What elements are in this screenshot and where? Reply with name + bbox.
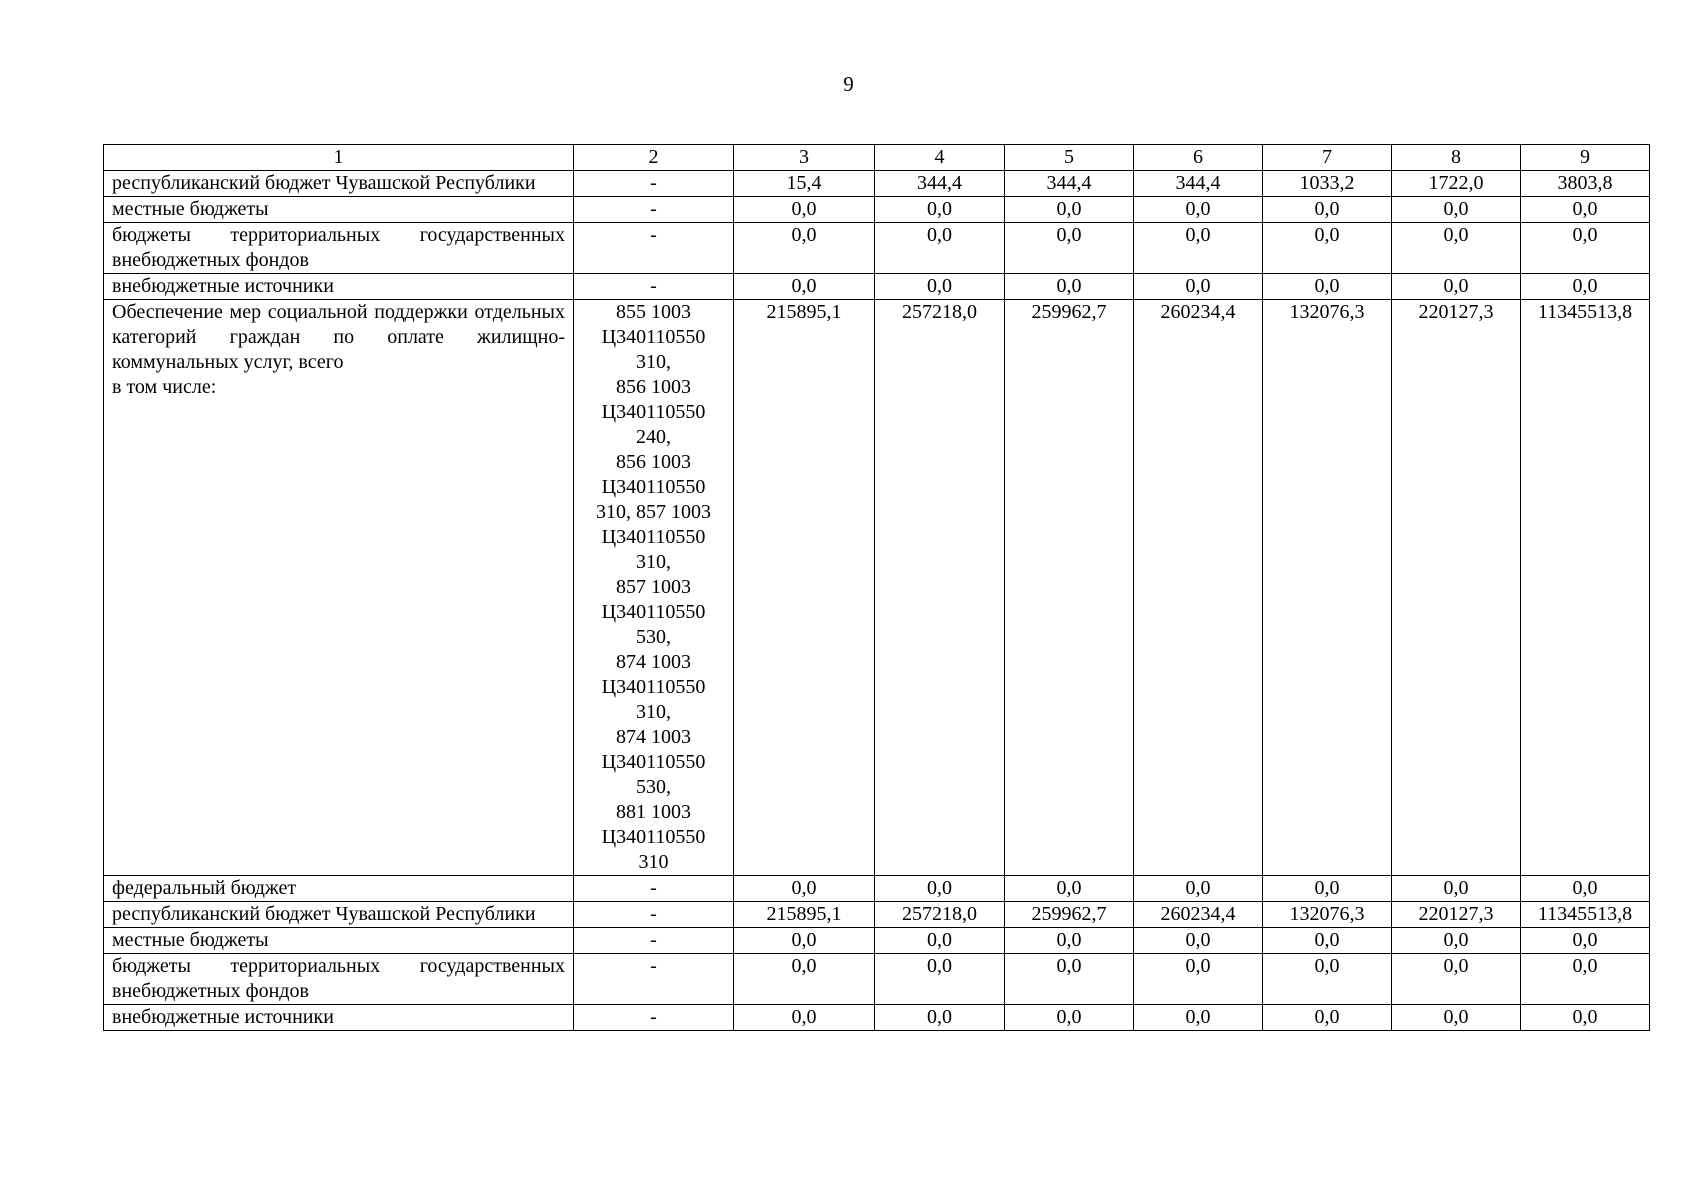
budget-code-line: - — [650, 224, 657, 246]
row-name: Обеспечение мер социальной поддержки отдельных категорий граждан по оплате жилищно-коммунальных услуг, всего — [112, 301, 565, 373]
value-cell: 0,0 — [734, 197, 875, 223]
value-cell: 257218,0 — [875, 902, 1005, 928]
value-cell: 344,4 — [875, 171, 1005, 197]
budget-code-cell — [574, 223, 734, 274]
row-name: федеральный бюджет — [112, 877, 297, 899]
budget-code-line: - — [650, 1006, 657, 1028]
value-cell: 11345513,8 — [1521, 902, 1650, 928]
page-number: 9 — [843, 72, 854, 96]
value-cell: 0,0 — [1134, 274, 1263, 300]
table-row — [104, 928, 1650, 954]
value-cell: 0,0 — [734, 954, 875, 1005]
value-cell: 0,0 — [1392, 1005, 1521, 1031]
value-cell: 215895,1 — [734, 300, 875, 876]
row-name: местные бюджеты — [112, 929, 269, 951]
budget-code-line: 310, — [636, 551, 671, 573]
value-cell: 0,0 — [1521, 876, 1650, 902]
table-row — [104, 223, 1650, 274]
value-cell: 0,0 — [1263, 876, 1392, 902]
budget-code-line: 310, 857 1003 — [596, 501, 711, 523]
row-name: бюджеты территориальных государственных внебюджетных фондов — [112, 224, 565, 271]
value-cell: 0,0 — [1521, 954, 1650, 1005]
budget-code-line: - — [650, 275, 657, 297]
value-cell: 0,0 — [1134, 928, 1263, 954]
row-name-cell — [104, 902, 574, 928]
table-row — [104, 902, 1650, 928]
table-row — [104, 300, 1650, 876]
value-cell: 0,0 — [1392, 197, 1521, 223]
value-cell: 3803,8 — [1521, 171, 1650, 197]
row-name: внебюджетные источники — [112, 275, 334, 297]
row-name: республиканский бюджет Чувашской Республики — [112, 903, 536, 925]
value-cell: 0,0 — [1005, 197, 1134, 223]
budget-code-line: - — [650, 198, 657, 220]
value-cell: 0,0 — [734, 223, 875, 274]
value-cell: 0,0 — [1134, 197, 1263, 223]
value-cell: 1033,2 — [1263, 171, 1392, 197]
value-cell: 259962,7 — [1005, 902, 1134, 928]
table-row — [104, 954, 1650, 1005]
value-cell: 0,0 — [1263, 954, 1392, 1005]
value-cell: 0,0 — [1005, 954, 1134, 1005]
budget-table — [103, 144, 1650, 1031]
budget-code-line: Ц340110550 — [601, 476, 706, 498]
row-name-cell — [104, 274, 574, 300]
budget-code-line: 855 1003 — [616, 301, 691, 323]
value-cell: 0,0 — [1521, 1005, 1650, 1031]
value-cell: 0,0 — [1005, 223, 1134, 274]
budget-code-line: - — [650, 955, 657, 977]
value-cell: 260234,4 — [1134, 902, 1263, 928]
row-name-cell — [104, 876, 574, 902]
row-name-cell — [104, 223, 574, 274]
value-cell: 0,0 — [734, 928, 875, 954]
budget-code-line: - — [650, 877, 657, 899]
table-row — [104, 1005, 1650, 1031]
value-cell: 15,4 — [734, 171, 875, 197]
value-cell: 0,0 — [1263, 223, 1392, 274]
value-cell: 0,0 — [1263, 1005, 1392, 1031]
budget-code-cell — [574, 197, 734, 223]
value-cell: 1722,0 — [1392, 171, 1521, 197]
budget-code-line: Ц340110550 — [601, 401, 706, 423]
column-header: 3 — [734, 145, 875, 171]
value-cell: 0,0 — [1521, 197, 1650, 223]
budget-code-line: 874 1003 — [616, 651, 691, 673]
row-name-cell — [104, 171, 574, 197]
column-header: 6 — [1134, 145, 1263, 171]
budget-code-line: Ц340110550 — [601, 676, 706, 698]
row-name-cell — [104, 300, 574, 876]
value-cell: 11345513,8 — [1521, 300, 1650, 876]
value-cell: 344,4 — [1005, 171, 1134, 197]
value-cell: 220127,3 — [1392, 902, 1521, 928]
budget-code-cell — [574, 171, 734, 197]
budget-code-cell — [574, 954, 734, 1005]
table-row — [104, 876, 1650, 902]
value-cell: 0,0 — [1392, 954, 1521, 1005]
column-header: 9 — [1521, 145, 1650, 171]
value-cell: 0,0 — [734, 876, 875, 902]
value-cell: 0,0 — [1521, 274, 1650, 300]
value-cell: 0,0 — [1392, 928, 1521, 954]
column-header: 1 — [104, 145, 574, 171]
budget-code-line: 881 1003 — [616, 801, 691, 823]
value-cell: 344,4 — [1134, 171, 1263, 197]
row-name-cell — [104, 1005, 574, 1031]
value-cell: 0,0 — [1521, 928, 1650, 954]
budget-code-line: - — [650, 172, 657, 194]
value-cell: 0,0 — [734, 1005, 875, 1031]
budget-code-line: 856 1003 — [616, 451, 691, 473]
value-cell: 0,0 — [1005, 274, 1134, 300]
value-cell: 0,0 — [875, 197, 1005, 223]
value-cell: 0,0 — [1263, 928, 1392, 954]
value-cell: 0,0 — [1392, 223, 1521, 274]
value-cell: 0,0 — [1392, 274, 1521, 300]
row-name: местные бюджеты — [112, 198, 269, 220]
budget-code-line: Ц340110550 — [601, 826, 706, 848]
value-cell: 259962,7 — [1005, 300, 1134, 876]
budget-code-line: Ц340110550 — [601, 751, 706, 773]
value-cell: 0,0 — [1263, 274, 1392, 300]
table-row — [104, 197, 1650, 223]
budget-code-line: 530, — [636, 776, 671, 798]
budget-code-cell — [574, 274, 734, 300]
column-header: 7 — [1263, 145, 1392, 171]
column-header: 8 — [1392, 145, 1521, 171]
value-cell: 0,0 — [1005, 928, 1134, 954]
value-cell: 0,0 — [1521, 223, 1650, 274]
header-row — [104, 145, 1650, 171]
value-cell: 0,0 — [1005, 1005, 1134, 1031]
budget-code-cell — [574, 876, 734, 902]
value-cell: 257218,0 — [875, 300, 1005, 876]
budget-code-line: 310, — [636, 701, 671, 723]
row-name-cell — [104, 197, 574, 223]
column-header: 2 — [574, 145, 734, 171]
table-row — [104, 274, 1650, 300]
value-cell: 0,0 — [1134, 1005, 1263, 1031]
table-body — [104, 145, 1650, 1031]
column-header: 4 — [875, 145, 1005, 171]
budget-code-line: - — [650, 903, 657, 925]
budget-code-line: Ц340110550 — [601, 326, 706, 348]
budget-code-line: Ц340110550 — [601, 526, 706, 548]
value-cell: 0,0 — [875, 876, 1005, 902]
budget-code-line: - — [650, 929, 657, 951]
budget-code-cell — [574, 928, 734, 954]
budget-code-line: 310 — [638, 851, 669, 873]
value-cell: 132076,3 — [1263, 300, 1392, 876]
value-cell: 0,0 — [1392, 876, 1521, 902]
value-cell: 215895,1 — [734, 902, 875, 928]
row-name-cell — [104, 928, 574, 954]
value-cell: 0,0 — [1134, 954, 1263, 1005]
budget-code-line: 530, — [636, 626, 671, 648]
value-cell: 220127,3 — [1392, 300, 1521, 876]
budget-code-line: Ц340110550 — [601, 601, 706, 623]
row-name: внебюджетные источники — [112, 1006, 334, 1028]
value-cell: 0,0 — [1134, 223, 1263, 274]
budget-code-line: 856 1003 — [616, 376, 691, 398]
budget-code-cell — [574, 902, 734, 928]
row-name-cell — [104, 954, 574, 1005]
budget-code-line: 874 1003 — [616, 726, 691, 748]
column-header: 5 — [1005, 145, 1134, 171]
value-cell: 0,0 — [875, 223, 1005, 274]
value-cell: 0,0 — [1263, 197, 1392, 223]
budget-code-line: 310, — [636, 351, 671, 373]
value-cell: 0,0 — [875, 928, 1005, 954]
row-name: бюджеты территориальных государственных внебюджетных фондов — [112, 955, 565, 1002]
value-cell: 0,0 — [1134, 876, 1263, 902]
value-cell: 0,0 — [1005, 876, 1134, 902]
budget-code-line: 857 1003 — [616, 576, 691, 598]
value-cell: 132076,3 — [1263, 902, 1392, 928]
budget-code-cell — [574, 300, 734, 876]
value-cell: 0,0 — [875, 1005, 1005, 1031]
value-cell: 0,0 — [875, 954, 1005, 1005]
table-row — [104, 171, 1650, 197]
row-name: республиканский бюджет Чувашской Республики — [112, 172, 536, 194]
value-cell: 260234,4 — [1134, 300, 1263, 876]
value-cell: 0,0 — [875, 274, 1005, 300]
budget-code-cell — [574, 1005, 734, 1031]
row-name-subline: в том числе: — [112, 376, 217, 398]
budget-code-line: 240, — [636, 426, 671, 448]
value-cell: 0,0 — [734, 274, 875, 300]
